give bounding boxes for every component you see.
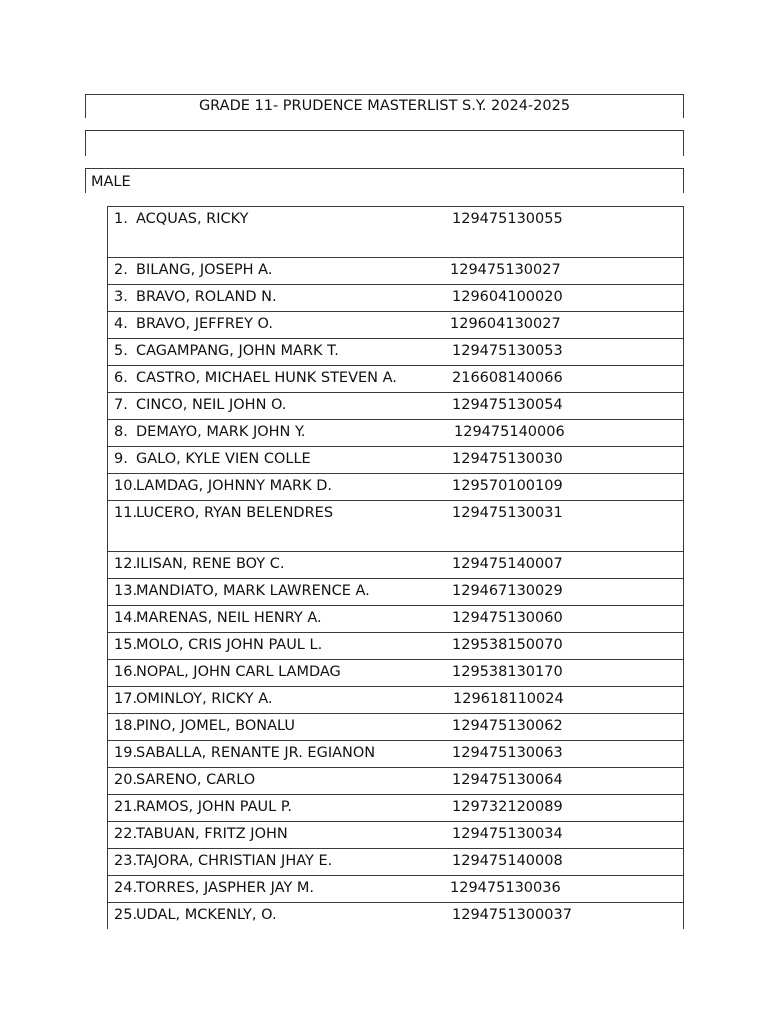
student-number: 10.: [114, 478, 138, 494]
student-lrn: 129475130055: [452, 211, 563, 227]
student-number: 3.: [114, 289, 128, 305]
student-row: [107, 257, 684, 284]
student-name: DEMAYO, MARK JOHN Y.: [136, 424, 306, 440]
student-lrn: 129604130027: [450, 316, 561, 332]
student-row: [107, 446, 684, 473]
student-row: [107, 713, 684, 740]
student-number: 14.: [114, 610, 138, 626]
student-lrn: 216608140066: [452, 370, 563, 386]
student-row: [107, 902, 684, 929]
student-name: BILANG, JOSEPH A.: [136, 262, 273, 278]
student-row: [107, 578, 684, 605]
student-row: [107, 206, 684, 257]
student-row: [107, 605, 684, 632]
student-name: ACQUAS, RICKY: [136, 211, 249, 227]
student-number: 24.: [114, 880, 138, 896]
student-number: 19.: [114, 745, 138, 761]
blank-row: [85, 130, 684, 156]
student-row: [107, 848, 684, 875]
student-name: NOPAL, JOHN CARL LAMDAG: [136, 664, 341, 680]
student-lrn: 129475140008: [452, 853, 563, 869]
student-name: BRAVO, ROLAND N.: [136, 289, 277, 305]
student-name: TAJORA, CHRISTIAN JHAY E.: [136, 853, 333, 869]
student-number: 22.: [114, 826, 138, 842]
student-number: 2.: [114, 262, 128, 278]
student-row: [107, 365, 684, 392]
student-name: TABUAN, FRITZ JOHN: [136, 826, 288, 842]
student-lrn: 129475130064: [452, 772, 563, 788]
student-number: 8.: [114, 424, 128, 440]
student-row: [107, 740, 684, 767]
student-row: [107, 632, 684, 659]
student-number: 5.: [114, 343, 128, 359]
student-lrn: 129467130029: [452, 583, 563, 599]
student-name: ILISAN, RENE BOY C.: [136, 556, 285, 572]
student-number: 18.: [114, 718, 138, 734]
student-row: [107, 500, 684, 551]
student-lrn: 129732120089: [452, 799, 563, 815]
student-lrn: 129618110024: [453, 691, 564, 707]
student-number: 9.: [114, 451, 128, 467]
student-name: TORRES, JASPHER JAY M.: [136, 880, 315, 896]
student-row: [107, 551, 684, 578]
student-name: LUCERO, RYAN BELENDRES: [136, 505, 334, 521]
student-number: 17.: [114, 691, 138, 707]
student-row: [107, 686, 684, 713]
student-number: 1.: [114, 211, 128, 227]
student-lrn: 129475130060: [452, 610, 563, 626]
student-row: [107, 659, 684, 686]
student-number: 13.: [114, 583, 138, 599]
student-name: OMINLOY, RICKY A.: [136, 691, 273, 707]
student-number: 11.: [114, 505, 138, 521]
student-lrn: 129570100109: [452, 478, 563, 494]
student-lrn: 129475130036: [450, 880, 561, 896]
student-number: 25.: [114, 907, 138, 923]
student-name: CINCO, NEIL JOHN O.: [136, 397, 287, 413]
student-number: 7.: [114, 397, 128, 413]
student-lrn: 129538130170: [452, 664, 563, 680]
student-row: [107, 821, 684, 848]
student-name: SABALLA, RENANTE JR. EGIANON: [136, 745, 376, 761]
student-row: [107, 338, 684, 365]
student-name: GALO, KYLE VIEN COLLE: [136, 451, 311, 467]
student-row: [107, 473, 684, 500]
student-name: CASTRO, MICHAEL HUNK STEVEN A.: [136, 370, 397, 386]
student-name: PINO, JOMEL, BONALU: [136, 718, 295, 734]
student-name: MOLO, CRIS JOHN PAUL L.: [136, 637, 323, 653]
student-lrn: 129475130031: [452, 505, 563, 521]
student-lrn: 129475130034: [452, 826, 563, 842]
student-number: 15.: [114, 637, 138, 653]
student-row: [107, 419, 684, 446]
student-number: 4.: [114, 316, 128, 332]
student-number: 16.: [114, 664, 138, 680]
student-name: BRAVO, JEFFREY O.: [136, 316, 273, 332]
student-number: 20.: [114, 772, 138, 788]
student-lrn: 129475130054: [452, 397, 563, 413]
student-lrn: 129475130063: [452, 745, 563, 761]
student-lrn: 129475130062: [452, 718, 563, 734]
student-lrn: 129475130053: [452, 343, 563, 359]
student-lrn: 129604100020: [452, 289, 563, 305]
student-row: [107, 284, 684, 311]
student-name: RAMOS, JOHN PAUL P.: [136, 799, 292, 815]
student-name: CAGAMPANG, JOHN MARK T.: [136, 343, 339, 359]
student-name: MANDIATO, MARK LAWRENCE A.: [136, 583, 370, 599]
student-lrn: 129475130030: [452, 451, 563, 467]
student-number: 6.: [114, 370, 128, 386]
student-name: MARENAS, NEIL HENRY A.: [136, 610, 322, 626]
student-number: 21.: [114, 799, 138, 815]
section-label: MALE: [85, 168, 684, 193]
student-lrn: 1294751300037: [452, 907, 572, 923]
student-row: [107, 767, 684, 794]
student-name: UDAL, MCKENLY, O.: [136, 907, 277, 923]
student-number: 12.: [114, 556, 138, 572]
student-lrn: 129538150070: [452, 637, 563, 653]
student-name: LAMDAG, JOHNNY MARK D.: [136, 478, 333, 494]
document-title: GRADE 11- PRUDENCE MASTERLIST S.Y. 2024-2025: [85, 94, 684, 118]
student-number: 23.: [114, 853, 138, 869]
student-lrn: 129475140007: [452, 556, 563, 572]
student-row: [107, 875, 684, 902]
student-name: SARENO, CARLO: [136, 772, 256, 788]
student-row: [107, 794, 684, 821]
student-lrn: 129475130027: [450, 262, 561, 278]
student-row: [107, 392, 684, 419]
student-row: [107, 311, 684, 338]
student-lrn: 129475140006: [454, 424, 565, 440]
